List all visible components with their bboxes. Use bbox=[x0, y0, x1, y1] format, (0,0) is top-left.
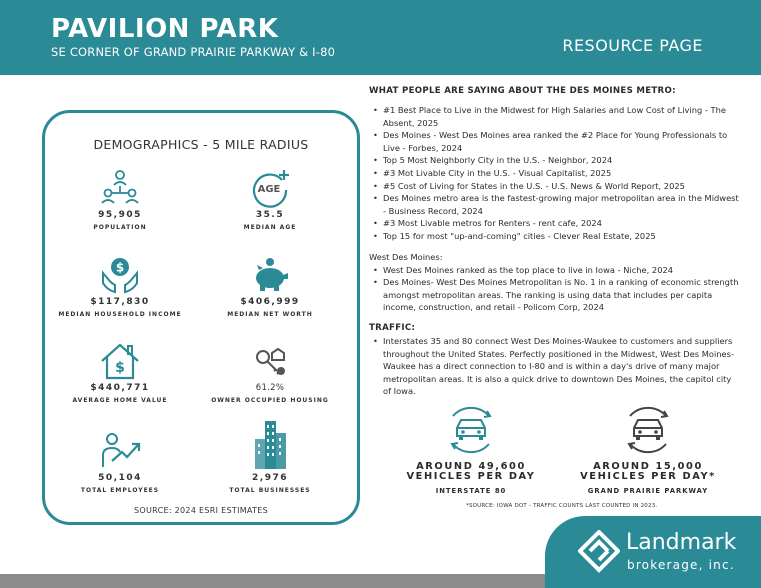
landmark-logo-icon bbox=[578, 530, 620, 574]
stat-businesses bbox=[195, 419, 345, 494]
i80-count-line1: AROUND 49,600 bbox=[416, 461, 526, 472]
traffic-count-i80 bbox=[396, 402, 546, 495]
stat-median-age bbox=[195, 168, 345, 231]
list-item: • #1 Best Place to Live in the Midwest for High Salaries and Low Cost of Living - The Absent, 2025 bbox=[369, 104, 739, 129]
list-item: • #3 Mot Livable City in the U.S. - Visual Capitalist, 2025 bbox=[369, 167, 739, 180]
list-item: • Des Moines - West Des Moines area ranked the #2 Place for Young Professionals to Live - Forbes, 2024 bbox=[369, 129, 739, 154]
page-title: PAVILION PARK bbox=[51, 14, 279, 44]
stat-household-income bbox=[45, 255, 195, 318]
i80-road-label: INTERSTATE 80 bbox=[435, 487, 507, 495]
demographics-title: DEMOGRAPHICS - 5 MILE RADIUS bbox=[93, 137, 309, 152]
stat-owner-occupied bbox=[195, 347, 345, 404]
businesses-label: TOTAL BUSINESSES bbox=[229, 487, 311, 494]
list-item: • Top 5 Most Neighborly City in the U.S. - Neighbor, 2024 bbox=[369, 154, 739, 167]
car-teal-icon bbox=[443, 402, 499, 458]
list-item: • #5 Cost of Living for States in the U.S. - U.S. News & World Report, 2025 bbox=[369, 180, 739, 193]
businesses-value: 2,976 bbox=[252, 473, 288, 483]
list-item: • West Des Moines ranked as the top place to live in Iowa - Niche, 2024 bbox=[369, 264, 739, 277]
median-age-value: 35.5 bbox=[255, 210, 285, 220]
traffic-list bbox=[369, 335, 739, 398]
growth-person-icon bbox=[98, 431, 142, 471]
gpp-road-label: GRAND PRAIRIE PARKWAY bbox=[587, 487, 709, 495]
people-network-icon bbox=[100, 168, 140, 208]
metro-heading: WHAT PEOPLE ARE SAYING ABOUT THE DES MOINES METRO: bbox=[369, 86, 676, 96]
population-value: 95,905 bbox=[98, 210, 142, 220]
home-value-value: $440,771 bbox=[90, 383, 150, 393]
traffic-count-gpp bbox=[573, 402, 723, 495]
house-keys-icon bbox=[250, 347, 290, 381]
logo-name: Landmark bbox=[626, 530, 737, 555]
median-age-label: MEDIAN AGE bbox=[243, 224, 297, 231]
stat-home-value bbox=[45, 341, 195, 404]
employees-value: 50,104 bbox=[98, 473, 142, 483]
svg-text:$: $ bbox=[115, 260, 125, 275]
buildings-icon bbox=[250, 419, 290, 471]
metro-list bbox=[369, 104, 739, 243]
demographics-source: SOURCE: 2024 ESRI ESTIMATES bbox=[133, 506, 269, 515]
hands-coin-icon bbox=[100, 255, 140, 295]
stat-net-worth bbox=[195, 255, 345, 318]
age-badge-icon bbox=[250, 168, 290, 208]
svg-text:AGE: AGE bbox=[257, 184, 281, 195]
list-item: • Des Moines metro area is the fastest-growing major metropolitan area in the Midwest - Business Record, 2024 bbox=[369, 192, 739, 217]
logo-subtitle: brokerage, inc. bbox=[627, 558, 735, 572]
page-subtitle: SE CORNER OF GRAND PRAIRIE PARKWAY & I-80 bbox=[51, 45, 336, 59]
list-item: • Interstates 35 and 80 connect West Des Moines-Waukee to customers and suppliers throughout the United States. Perfectly positioned in the Midwest, West Des Moines-Waukee has a direct connection to I-80 and is within a day's drive of many major metropolitan areas. It is also a quick drive to downtown Des Moines, the capitol city of Iowa. bbox=[369, 335, 739, 398]
demographics-panel bbox=[42, 110, 360, 525]
net-worth-value: $406,999 bbox=[240, 297, 300, 307]
house-dollar-icon bbox=[98, 341, 142, 381]
home-value-label: AVERAGE HOME VALUE bbox=[72, 397, 168, 404]
resource-page-label: RESOURCE PAGE bbox=[562, 36, 703, 55]
list-item: • #3 Most Livable metros for Renters - rent cafe, 2024 bbox=[369, 217, 739, 230]
i80-count-line2: VEHICLES PER DAY bbox=[406, 471, 536, 482]
household-income-value: $117,830 bbox=[90, 297, 150, 307]
net-worth-label: MEDIAN NET WORTH bbox=[227, 311, 313, 318]
piggy-bank-icon bbox=[250, 255, 290, 295]
wdm-heading: West Des Moines: bbox=[369, 251, 443, 262]
list-item: • Des Moines- West Des Moines Metropolitan is No. 1 in a ranking of economic strength amongst metropolitan areas. The ranking is using data that includes per capita income, construction, and retail - Policom Corp, 2024 bbox=[369, 276, 739, 314]
owner-occupied-value: 61.2% bbox=[255, 383, 285, 393]
right-column bbox=[369, 86, 739, 398]
header-banner bbox=[0, 0, 761, 75]
car-dark-icon bbox=[620, 402, 676, 458]
traffic-heading: TRAFFIC: bbox=[369, 322, 416, 333]
stat-employees bbox=[45, 431, 195, 494]
household-income-label: MEDIAN HOUSEHOLD INCOME bbox=[58, 311, 182, 318]
gpp-count-line2: VEHICLES PER DAY* bbox=[580, 471, 716, 482]
employees-label: TOTAL EMPLOYEES bbox=[80, 487, 160, 494]
stat-population bbox=[45, 168, 195, 231]
list-item: • Top 15 for most "up-and-coming" cities - Clever Real Estate, 2025 bbox=[369, 230, 739, 243]
population-label: POPULATION bbox=[93, 224, 147, 231]
traffic-source: *SOURCE: IOWA DOT - TRAFFIC COUNTS LAST COUNTED IN 2023. bbox=[466, 503, 658, 509]
owner-occupied-label: OWNER OCCUPIED HOUSING bbox=[211, 397, 329, 404]
gpp-count-line1: AROUND 15,000 bbox=[593, 461, 703, 472]
svg-text:$: $ bbox=[115, 360, 125, 376]
wdm-list bbox=[369, 264, 739, 314]
